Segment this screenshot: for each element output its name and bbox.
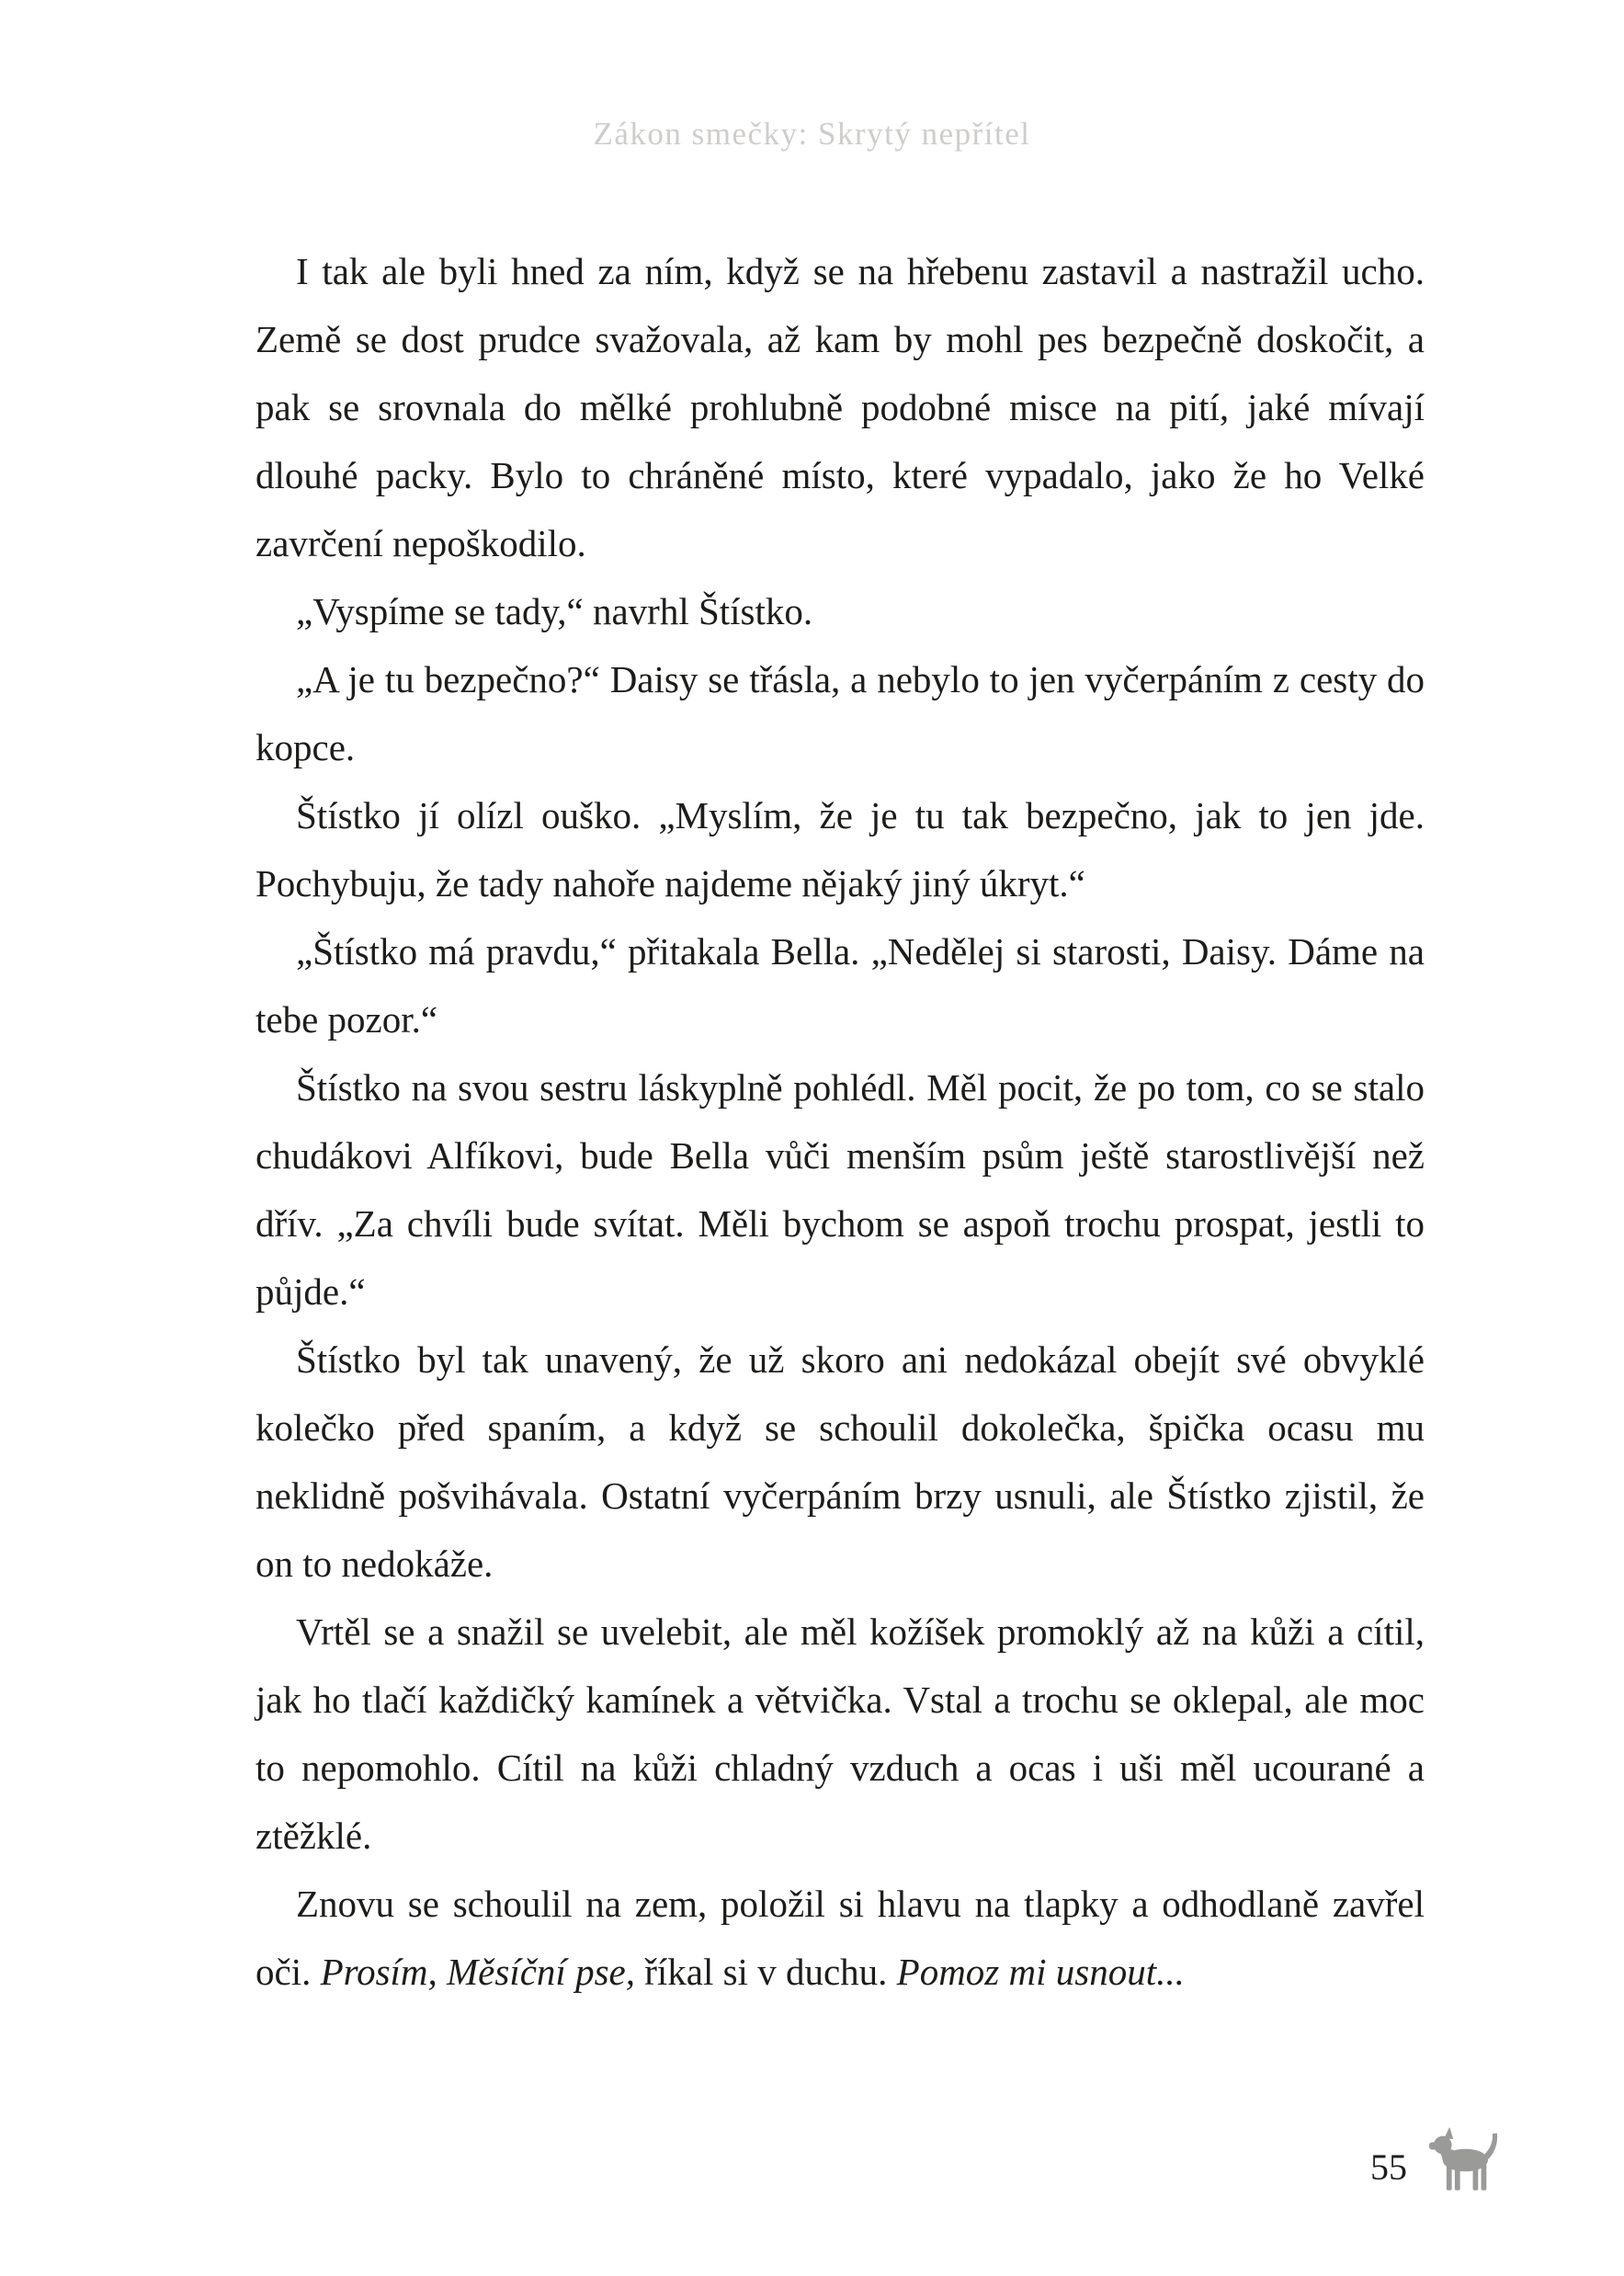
paragraph <box>256 917 1425 1053</box>
text-run: Vrtěl se a snažil se uvelebit, ale měl kožíšek promoklý až na kůži a cítil, jak ho tlačí každičký kamínek a větvička. Vstal a trochu se oklepal, ale moc to nepomohlo. Cítil na kůži chladný vzduch a ocas i uši měl ucourané a ztěžklé. <box>256 1610 1425 1857</box>
paragraph <box>256 1598 1425 1870</box>
text-run: říkal si v duchu. <box>634 1951 897 1993</box>
text-run: Znovu se schoulil na zem, položil si hlavu na tlapky a odhodlaně zavřel oči. <box>256 1883 1425 1993</box>
page-footer <box>1370 2122 1505 2199</box>
text-run: „Štístko má pravdu,“ přitakala Bella. „Nedělej si starosti, Daisy. Dáme na tebe pozor.“ <box>256 930 1425 1041</box>
paragraph <box>256 781 1425 917</box>
dog-silhouette-icon <box>1429 2122 1505 2199</box>
page-number: 55 <box>1370 2146 1407 2188</box>
paragraph <box>256 577 1425 645</box>
text-run: „Vyspíme se tady,“ navrhl Štístko. <box>296 590 813 632</box>
paragraph <box>256 1053 1425 1326</box>
text-run: Štístko byl tak unavený, že už skoro ani nedokázal obejít své obvyklé kolečko před spaním, a když se schoulil dokolečka, špička ocasu mu neklidně pošvihávala. Ostatní vyčerpáním brzy usnuli, ale Štístko zjistil, že on to nedokáže. <box>256 1338 1425 1585</box>
italic-text-run: Pomoz mi usnout... <box>896 1951 1185 1993</box>
text-run: Štístko na svou sestru láskyplně pohlédl. Měl pocit, že po tom, co se stalo chudákovi Alfíkovi, bude Bella vůči menším psům ještě starostlivější než dřív. „Za chvíli bude svítat. Měli bychom se aspoň trochu prospat, jestli to půjde.“ <box>256 1066 1425 1313</box>
paragraph <box>256 237 1425 577</box>
paragraph <box>256 1870 1425 2006</box>
text-run: I tak ale byli hned za ním, když se na hřebenu zastavil a nastražil ucho. Země se dost prudce svažovala, až kam by mohl pes bezpečně doskočit, a pak se srovnala do mělké prohlubně podobné misce na pití, jaké mívají dlouhé packy. Bylo to chráněné místo, které vypadalo, jako že ho Velké zavrčení nepoškodilo. <box>256 250 1425 564</box>
text-run: „A je tu bezpečno?“ Daisy se třásla, a nebylo to jen vyčerpáním z cesty do kopce. <box>256 658 1425 768</box>
text-run: Štístko jí olízl ouško. „Myslím, že je tu tak bezpečno, jak to jen jde. Pochybuju, že tady nahoře najdeme nějaký jiný úkryt.“ <box>256 794 1425 905</box>
paragraph <box>256 1326 1425 1598</box>
text-block <box>256 237 1425 2006</box>
running-header: Zákon smečky: Skrytý nepřítel <box>593 116 1031 152</box>
italic-text-run: Prosím, Měsíční pse, <box>320 1951 635 1993</box>
paragraph <box>256 645 1425 781</box>
